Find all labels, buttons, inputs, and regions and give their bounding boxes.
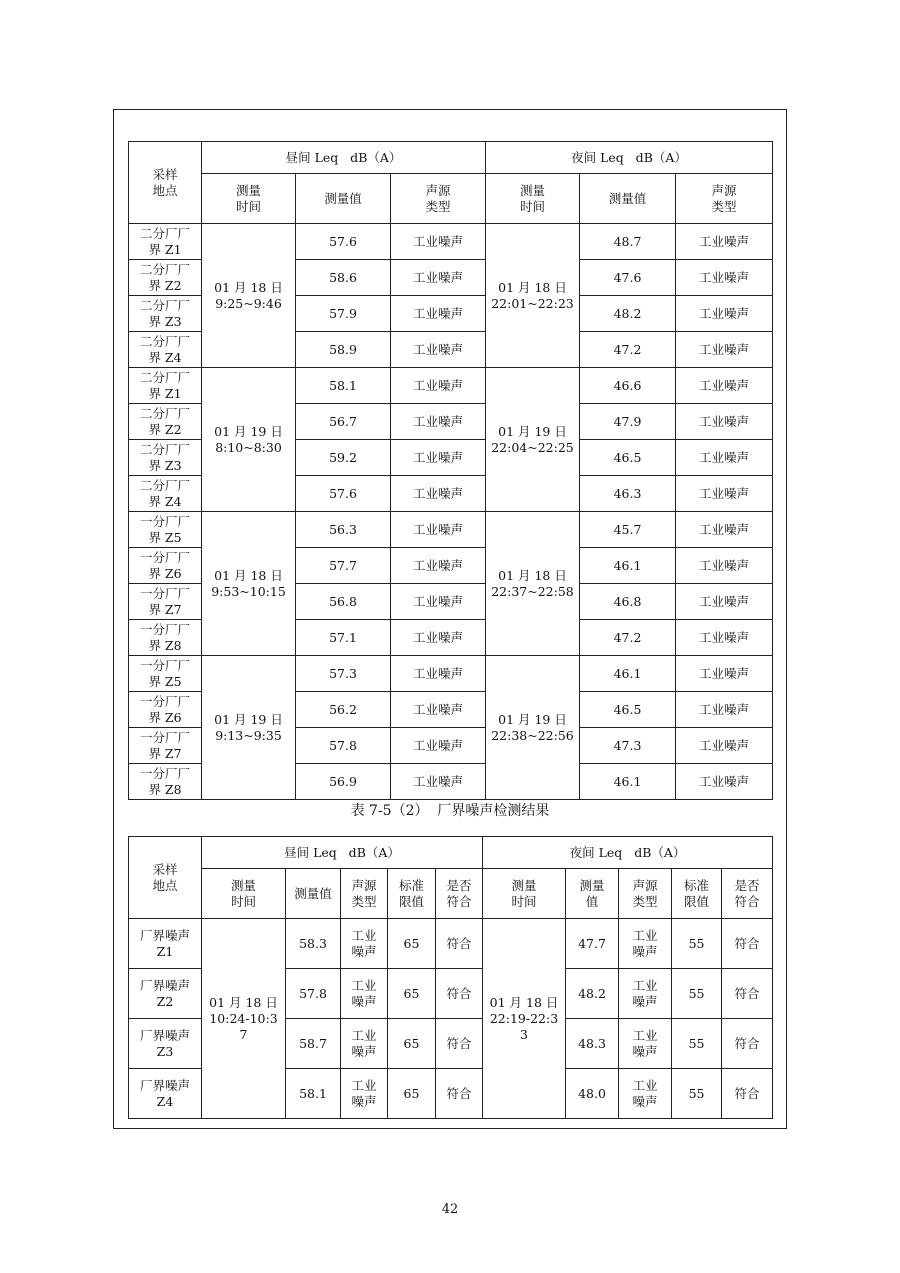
night-value-cell: 47.9 xyxy=(580,404,676,440)
header-night-limit: 标准 限值 xyxy=(672,869,722,919)
night-value-cell: 46.1 xyxy=(580,764,676,800)
day-value-cell: 58.6 xyxy=(296,260,391,296)
day-value-cell: 57.1 xyxy=(296,620,391,656)
night-limit-cell: 55 xyxy=(672,1069,722,1119)
location-cell: 一分厂厂 界 Z7 xyxy=(129,728,202,764)
noise-table-1-body xyxy=(129,224,773,800)
header-location-text: 采样 地点 xyxy=(152,166,178,198)
day-source-cell: 工业噪声 xyxy=(391,512,486,548)
night-limit-cell: 55 xyxy=(672,919,722,969)
night-comply-cell: 符合 xyxy=(722,1019,773,1069)
day-time-cell: 01 月 18 日 9:53~10:15 xyxy=(202,512,296,656)
night-source-cell: 工业噪声 xyxy=(676,692,773,728)
night-source-cell: 工业噪声 xyxy=(676,512,773,548)
location-cell: 二分厂厂 界 Z2 xyxy=(129,260,202,296)
header-day-group: 昼间 Leq dB（A） xyxy=(202,837,483,869)
day-value-cell: 58.1 xyxy=(296,368,391,404)
night-value-cell: 48.0 xyxy=(566,1069,619,1119)
night-source-cell: 工业噪声 xyxy=(676,656,773,692)
night-source-cell: 工业噪声 xyxy=(676,584,773,620)
day-value-cell: 56.9 xyxy=(296,764,391,800)
day-source-cell: 工业噪声 xyxy=(391,332,486,368)
header-night-value: 测量 值 xyxy=(566,869,619,919)
day-source-cell: 工业噪声 xyxy=(391,692,486,728)
noise-table-2 xyxy=(128,836,773,1119)
header-night-comply: 是否 符合 xyxy=(722,869,773,919)
day-comply-cell: 符合 xyxy=(436,919,483,969)
page-number: 42 xyxy=(441,1202,459,1217)
night-source-cell: 工业噪声 xyxy=(676,368,773,404)
night-value-cell: 45.7 xyxy=(580,512,676,548)
header-day-value: 测量值 xyxy=(286,869,341,919)
table-row xyxy=(129,512,773,548)
day-time-cell: 01 月 18 日 9:25~9:46 xyxy=(202,224,296,368)
header-day-time: 测量 时间 xyxy=(202,869,286,919)
night-comply-cell: 符合 xyxy=(722,1069,773,1119)
location-cell: 一分厂厂 界 Z5 xyxy=(129,512,202,548)
night-source-cell: 工业 噪声 xyxy=(619,1019,672,1069)
day-source-cell: 工业 噪声 xyxy=(341,1019,388,1069)
location-cell: 二分厂厂 界 Z1 xyxy=(129,224,202,260)
day-value-cell: 57.6 xyxy=(296,224,391,260)
table-row xyxy=(129,919,773,969)
day-source-cell: 工业噪声 xyxy=(391,368,486,404)
table-row xyxy=(129,656,773,692)
location-cell: 一分厂厂 界 Z8 xyxy=(129,764,202,800)
night-source-cell: 工业噪声 xyxy=(676,548,773,584)
day-source-cell: 工业噪声 xyxy=(391,296,486,332)
location-cell: 厂界噪声 Z2 xyxy=(129,969,202,1019)
header-day-source: 声源 类型 xyxy=(341,869,388,919)
location-cell: 二分厂厂 界 Z4 xyxy=(129,332,202,368)
night-comply-cell: 符合 xyxy=(722,919,773,969)
day-source-cell: 工业 噪声 xyxy=(341,969,388,1019)
day-time-cell: 01 月 19 日 8:10~8:30 xyxy=(202,368,296,512)
night-value-cell: 46.8 xyxy=(580,584,676,620)
night-limit-cell: 55 xyxy=(672,969,722,1019)
night-source-cell: 工业噪声 xyxy=(676,296,773,332)
night-time-cell: 01 月 19 日 22:38~22:56 xyxy=(486,656,580,800)
night-source-cell: 工业噪声 xyxy=(676,620,773,656)
location-cell: 一分厂厂 界 Z6 xyxy=(129,692,202,728)
location-cell: 厂界噪声 Z3 xyxy=(129,1019,202,1069)
day-source-cell: 工业噪声 xyxy=(391,440,486,476)
day-source-cell: 工业噪声 xyxy=(391,620,486,656)
day-value-cell: 58.9 xyxy=(296,332,391,368)
day-value-cell: 58.3 xyxy=(286,919,341,969)
location-cell: 二分厂厂 界 Z3 xyxy=(129,440,202,476)
day-source-cell: 工业 噪声 xyxy=(341,1069,388,1119)
night-value-cell: 46.5 xyxy=(580,440,676,476)
night-time-cell: 01 月 18 日 22:37~22:58 xyxy=(486,512,580,656)
location-cell: 一分厂厂 界 Z6 xyxy=(129,548,202,584)
night-source-cell: 工业噪声 xyxy=(676,764,773,800)
noise-table-1 xyxy=(128,141,773,800)
night-source-cell: 工业 噪声 xyxy=(619,1069,672,1119)
header-day-source: 声源 类型 xyxy=(391,174,486,224)
header-night-group: 夜间 Leq dB（A） xyxy=(483,837,773,869)
night-value-cell: 48.2 xyxy=(580,296,676,332)
location-cell: 二分厂厂 界 Z4 xyxy=(129,476,202,512)
day-value-cell: 57.9 xyxy=(296,296,391,332)
location-cell: 厂界噪声 Z1 xyxy=(129,919,202,969)
header-location: 采样 地点 xyxy=(129,837,202,919)
day-limit-cell: 65 xyxy=(388,1019,436,1069)
header-night-source: 声源 类型 xyxy=(676,174,773,224)
night-value-cell: 48.7 xyxy=(580,224,676,260)
header-day-value: 测量值 xyxy=(296,174,391,224)
day-source-cell: 工业 噪声 xyxy=(341,919,388,969)
day-source-cell: 工业噪声 xyxy=(391,476,486,512)
night-value-cell: 47.2 xyxy=(580,332,676,368)
night-source-cell: 工业噪声 xyxy=(676,440,773,476)
table-row xyxy=(129,368,773,404)
day-source-cell: 工业噪声 xyxy=(391,224,486,260)
header-night-source: 声源 类型 xyxy=(619,869,672,919)
header-night-time: 测量 时间 xyxy=(483,869,566,919)
night-value-cell: 46.1 xyxy=(580,548,676,584)
location-cell: 厂界噪声 Z4 xyxy=(129,1069,202,1119)
night-time-cell: 01 月 19 日 22:04~22:25 xyxy=(486,368,580,512)
night-source-cell: 工业噪声 xyxy=(676,260,773,296)
header-night-time: 测量 时间 xyxy=(486,174,580,224)
day-value-cell: 57.8 xyxy=(286,969,341,1019)
night-source-cell: 工业噪声 xyxy=(676,476,773,512)
day-time-cell: 01 月 18 日 10:24-10:3 7 xyxy=(202,919,286,1119)
day-comply-cell: 符合 xyxy=(436,1069,483,1119)
night-value-cell: 47.7 xyxy=(566,919,619,969)
day-source-cell: 工业噪声 xyxy=(391,584,486,620)
night-value-cell: 46.1 xyxy=(580,656,676,692)
day-value-cell: 56.2 xyxy=(296,692,391,728)
night-source-cell: 工业噪声 xyxy=(676,404,773,440)
header-day-group: 昼间 Leq dB（A） xyxy=(202,142,486,174)
day-source-cell: 工业噪声 xyxy=(391,404,486,440)
night-value-cell: 47.2 xyxy=(580,620,676,656)
night-time-cell: 01 月 18 日 22:19-22:3 3 xyxy=(483,919,566,1119)
day-limit-cell: 65 xyxy=(388,969,436,1019)
night-value-cell: 48.2 xyxy=(566,969,619,1019)
night-source-cell: 工业 噪声 xyxy=(619,919,672,969)
location-cell: 二分厂厂 界 Z1 xyxy=(129,368,202,404)
day-value-cell: 56.8 xyxy=(296,584,391,620)
night-value-cell: 46.3 xyxy=(580,476,676,512)
table-row xyxy=(129,224,773,260)
location-cell: 一分厂厂 界 Z8 xyxy=(129,620,202,656)
header-location xyxy=(129,142,202,224)
header-night-value: 测量值 xyxy=(580,174,676,224)
day-value-cell: 56.7 xyxy=(296,404,391,440)
day-source-cell: 工业噪声 xyxy=(391,728,486,764)
day-limit-cell: 65 xyxy=(388,919,436,969)
day-value-cell: 58.7 xyxy=(286,1019,341,1069)
day-value-cell: 59.2 xyxy=(296,440,391,476)
day-source-cell: 工业噪声 xyxy=(391,260,486,296)
table-caption: 表 7-5（2） 厂界噪声检测结果 xyxy=(350,803,550,819)
night-source-cell: 工业噪声 xyxy=(676,332,773,368)
day-value-cell: 57.6 xyxy=(296,476,391,512)
night-value-cell: 46.5 xyxy=(580,692,676,728)
day-time-cell: 01 月 19 日 9:13~9:35 xyxy=(202,656,296,800)
noise-table-2-body xyxy=(129,919,773,1119)
day-comply-cell: 符合 xyxy=(436,1019,483,1069)
night-time-cell: 01 月 18 日 22:01~22:23 xyxy=(486,224,580,368)
day-value-cell: 57.8 xyxy=(296,728,391,764)
day-value-cell: 57.3 xyxy=(296,656,391,692)
location-cell: 二分厂厂 界 Z3 xyxy=(129,296,202,332)
night-value-cell: 48.3 xyxy=(566,1019,619,1069)
night-source-cell: 工业噪声 xyxy=(676,224,773,260)
header-night-group: 夜间 Leq dB（A） xyxy=(486,142,773,174)
day-value-cell: 58.1 xyxy=(286,1069,341,1119)
night-source-cell: 工业噪声 xyxy=(676,728,773,764)
day-source-cell: 工业噪声 xyxy=(391,656,486,692)
day-limit-cell: 65 xyxy=(388,1069,436,1119)
night-value-cell: 47.3 xyxy=(580,728,676,764)
day-value-cell: 57.7 xyxy=(296,548,391,584)
day-source-cell: 工业噪声 xyxy=(391,764,486,800)
location-cell: 一分厂厂 界 Z5 xyxy=(129,656,202,692)
night-limit-cell: 55 xyxy=(672,1019,722,1069)
header-day-comply: 是否 符合 xyxy=(436,869,483,919)
night-value-cell: 46.6 xyxy=(580,368,676,404)
header-day-time: 测量 时间 xyxy=(202,174,296,224)
location-cell: 二分厂厂 界 Z2 xyxy=(129,404,202,440)
location-cell: 一分厂厂 界 Z7 xyxy=(129,584,202,620)
day-source-cell: 工业噪声 xyxy=(391,548,486,584)
header-day-limit: 标准 限值 xyxy=(388,869,436,919)
night-value-cell: 47.6 xyxy=(580,260,676,296)
day-value-cell: 56.3 xyxy=(296,512,391,548)
night-comply-cell: 符合 xyxy=(722,969,773,1019)
night-source-cell: 工业 噪声 xyxy=(619,969,672,1019)
day-comply-cell: 符合 xyxy=(436,969,483,1019)
